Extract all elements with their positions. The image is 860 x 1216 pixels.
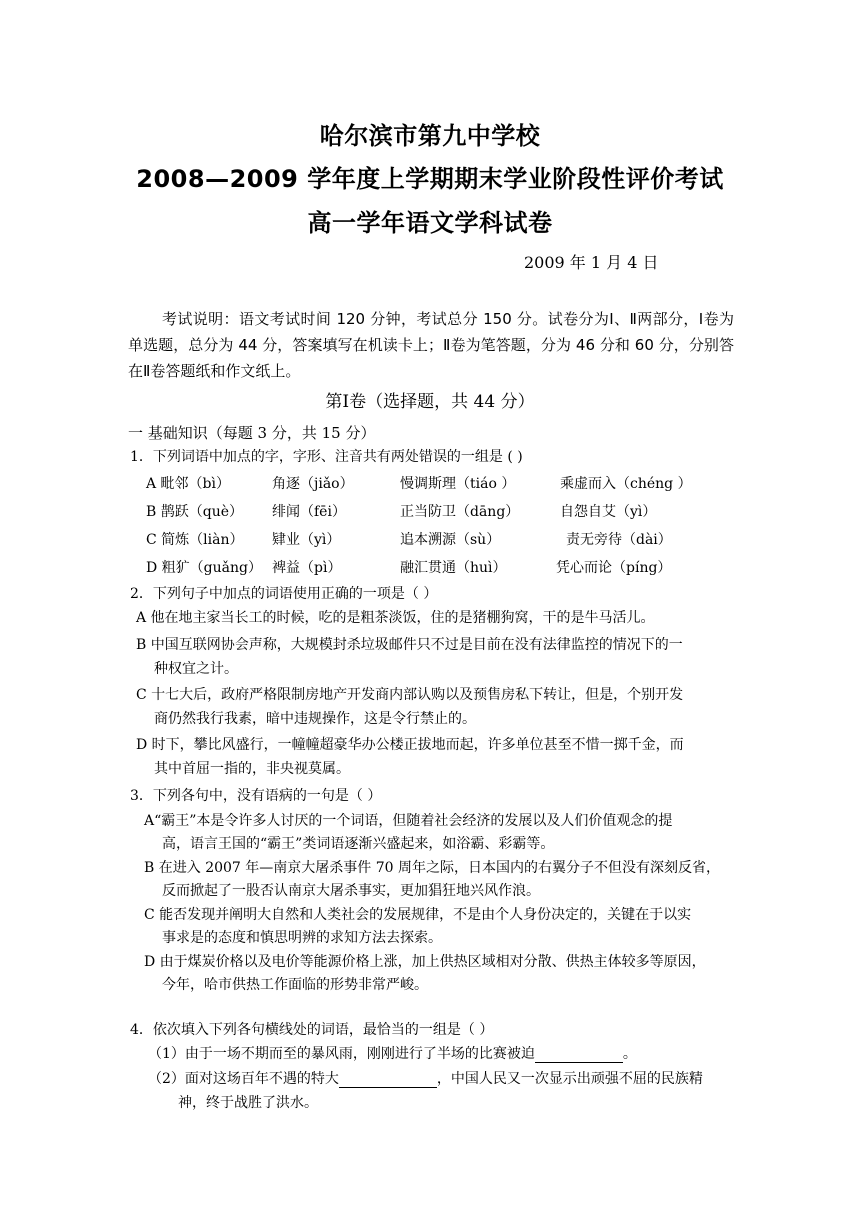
q1-option-cell: 角逐（jiǎo） xyxy=(272,476,354,492)
q4-blank-1[interactable] xyxy=(535,1046,623,1063)
q2-option-a: A 他在地主家当长工的时候，吃的是粗茶淡饭，住的是猪棚狗窝，干的是牛马活儿。 xyxy=(136,610,655,626)
subject-title: 高一学年语文学科试卷 xyxy=(307,209,553,237)
q1-option-cell: 融汇贯通（huì） xyxy=(400,560,507,576)
q3-option-b-cont: 反而掀起了一股否认南京大屠杀事实，更加猖狂地兴风作浪。 xyxy=(162,883,540,899)
q1-option-cell: 肄业（yì） xyxy=(272,532,341,548)
q2-option-b-cont: 种权宜之计。 xyxy=(154,661,238,677)
q1-option-cell: 绯闻（fēi） xyxy=(272,504,346,520)
q3-option-d-cont: 今年，哈市供热工作面临的形势非常严峻。 xyxy=(162,977,428,993)
q1-option-cell: 乘虚而入（chéng ） xyxy=(560,476,692,492)
q3-option-a-cont: 高，语言王国的“霸王”类词语逐渐兴盛起来，如浴霸、彩霸等。 xyxy=(162,836,555,852)
q1-option-cell: C 简炼（liàn） xyxy=(146,532,244,548)
q1-option-cell: 自怨自艾（yì） xyxy=(560,504,657,520)
question-4-stem: 4．依次填入下列各句横线处的词语，最恰当的一组是（ ） xyxy=(130,1022,494,1038)
question-1-stem: 1．下列词语中加点的字，字形、注音共有两处错误的一组是 ( ) xyxy=(130,449,523,465)
q1-option-cell: 责无旁待（dài） xyxy=(566,532,672,548)
q4-sentence-2 xyxy=(148,1068,703,1088)
q3-option-d: D 由于煤炭价格以及电价等能源价格上涨，加上供热区域相对分散、供热主体较多等原因， xyxy=(144,954,706,970)
school-title: 哈尔滨市第九中学校 xyxy=(319,122,541,150)
q2-option-b: B 中国互联网协会声称，大规模封杀垃圾邮件只不过是目前在没有法律监控的情况下的一 xyxy=(136,637,683,653)
q3-option-a: A“霸王”本是令许多人讨厌的一个词语，但随着社会经济的发展以及人们价值观念的提 xyxy=(144,813,673,829)
exam-instructions: 考试说明：语文考试时间 120 分钟，考试总分 150 分。试卷分为Ⅰ、Ⅱ两部分，Ⅰ卷为单选题，总分为 44 分，答案填写在机读卡上；Ⅱ卷为笔答题，分为 46 分和 60 分，分别答在Ⅱ卷答题纸和作文纸上。 xyxy=(128,310,734,380)
q2-option-c-cont: 商仍然我行我素，暗中违规操作，这是令行禁止的。 xyxy=(154,711,476,727)
q3-option-c-cont: 事求是的态度和慎思明辨的求知方法去探索。 xyxy=(162,930,442,946)
q4-s2-text: （2）面对这场百年不遇的特大 xyxy=(148,1071,339,1087)
q1-option-cell: A 毗邻（bì） xyxy=(146,476,230,492)
q4-s2-end: ，中国人民又一次显示出顽强不屈的民族精 xyxy=(436,1071,703,1087)
part-one-heading: 第Ⅰ卷（选择题，共 44 分） xyxy=(325,392,535,412)
exam-title: 2008—2009 学年度上学期期末学业阶段性评价考试 xyxy=(136,165,724,193)
q3-option-c: C 能否发现并阐明大自然和人类社会的发展规律，不是由个人身份决定的，关键在于以实 xyxy=(144,907,692,923)
q3-option-b: B 在进入 2007 年—南京大屠杀事件 70 周年之际，日本国内的右翼分子不但没有深刻反省， xyxy=(144,860,720,876)
q1-option-cell: 凭心而论（píng） xyxy=(556,560,672,576)
q4-sentence-2-cont: 神，终于战胜了洪水。 xyxy=(178,1095,318,1111)
q2-option-d-cont: 其中首屈一指的，非央视莫属。 xyxy=(154,761,350,777)
q1-option-cell: B 鹊跃（què） xyxy=(146,504,244,520)
q4-blank-2[interactable] xyxy=(339,1071,437,1088)
q1-option-cell: 正当防卫（dāng） xyxy=(400,504,520,520)
q2-option-c: C 十七大后，政府严格限制房地产开发商内部认购以及预售房私下转让，但是，个别开发 xyxy=(136,687,684,703)
question-2-stem: 2．下列句子中加点的词语使用正确的一项是（ ） xyxy=(130,586,438,602)
q1-option-cell: 慢调斯理（tiáo ） xyxy=(400,476,516,492)
q4-sentence-1 xyxy=(148,1043,637,1063)
q1-option-cell: D 粗犷（guǎng） xyxy=(146,560,262,576)
q1-option-cell: 裨益（pì） xyxy=(272,560,342,576)
q1-option-cell: 追本溯源（sù） xyxy=(400,532,501,548)
exam-date: 2009 年 1 月 4 日 xyxy=(524,253,659,272)
section-one-heading: 一 基础知识（每题 3 分，共 15 分） xyxy=(128,424,376,442)
question-3-stem: 3．下列各句中，没有语病的一句是（ ） xyxy=(130,788,382,804)
q2-option-d: D 时下，攀比风盛行，一幢幢超豪华办公楼正拔地而起，许多单位甚至不惜一掷千金，而 xyxy=(136,737,684,753)
q4-s1-end: 。 xyxy=(622,1046,637,1062)
q4-s1-text: （1）由于一场不期而至的暴风雨，刚刚进行了半场的比赛被迫 xyxy=(148,1046,535,1062)
